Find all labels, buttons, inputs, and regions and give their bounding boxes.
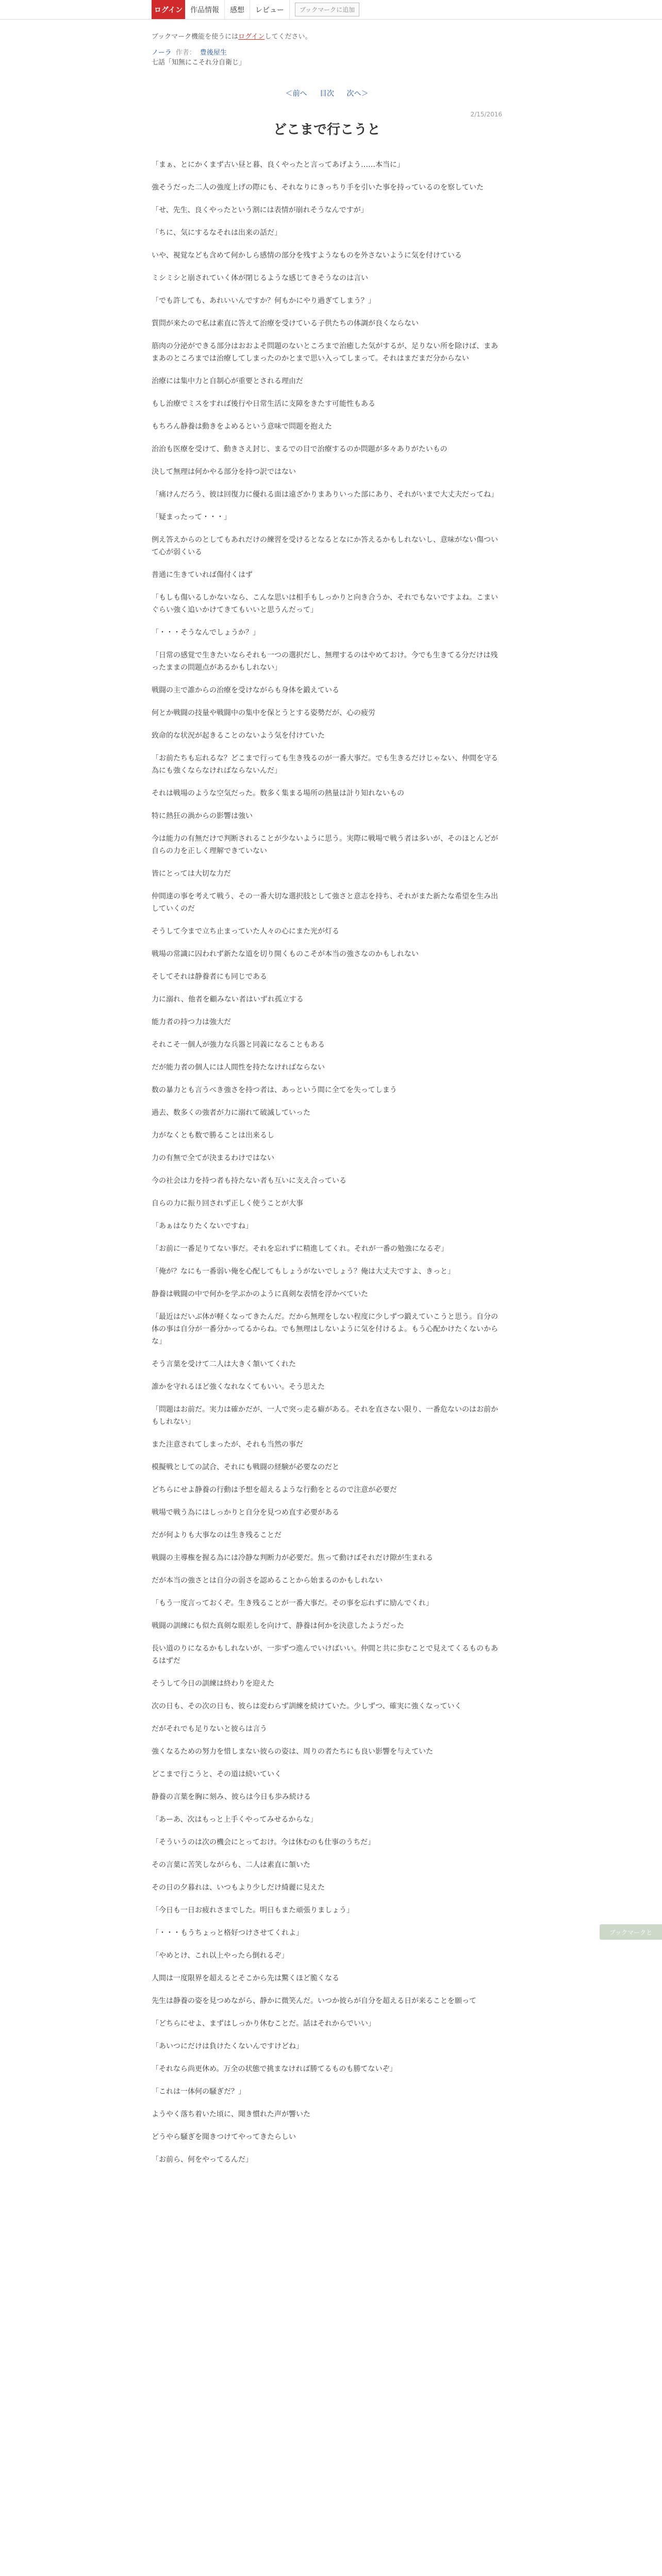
novel-paragraph: 戦闘の訓練にも似た真剣な眼差しを向けて、静養は何かを決意したようだった [152,1622,404,1630]
nav-link-review[interactable]: レビュー [250,0,290,19]
novel-paragraph: また注意されてしまったが、それも当然の事だ [152,1440,303,1449]
novel-paragraph: いや、視覚なども含めて何かしら感情の部分を残すようなものを外さないように気を付けている [152,251,462,260]
novel-paragraph: 「疑まったって・・・」 [152,513,231,521]
novel-paragraph: 「まぁ、とにかくまず古い昼と暮、良くやったと言ってあげよう……本当に」 [152,161,404,169]
novel-paragraph: 「もしも傷いるしかないなら、こんな思いは相手もしっかりと向き合うか、それでもないですよね。こまいぐらい強く追いかけてきてもいいと思うんだって」 [152,594,498,614]
novel-paragraph: 「今日も一日お疲れさまでした。明日もまた頑張りましょう」 [152,1906,354,1914]
novel-paragraph: 「どちらにせよ、まずはしっかり休むことだ。話はそれからでいい」 [152,2020,375,2028]
novel-paragraph: だが何よりも大事なのは生き残ることだ [152,1531,282,1539]
novel-paragraph: 先生は静養の姿を見つめながら、静かに微笑んだ。いつか彼らが自分を超える日が来ることを願って [152,1997,476,2005]
novel-paragraph: ようやく落ち着いた頃に、聞き慣れた声が響いた [152,2110,310,2119]
novel-paragraph: そうして今まで立ち止まっていた人々の心にまた光が灯る [152,927,339,936]
chapter-title: どこまで行こうと [273,122,380,138]
novel-paragraph: 仲間達の事を考えて戦う、その一番大切な選択肢として強さと意志を持ち、それがまた新たな希望を生み出していくのだ [152,892,498,913]
novel-paragraph: 自らの力に振り回されず正しく使うことが大事 [152,1199,303,1208]
novel-paragraph: 静養の言葉を胸に刻み、彼らは今日も歩み続ける [152,1793,311,1801]
series-info [152,48,502,67]
login-notice-prefix: ブックマーク機能を使うには [152,33,239,41]
novel-paragraph: 戦闘の主で誰からの治療を受けながらも身体を鍛えている [152,686,339,694]
novel-body [152,159,502,2166]
novel-paragraph: 「これは一体何の騒ぎだ？」 [152,2088,245,2096]
novel-paragraph: 静養は戦闘の中で何かを学ぶかのように真剣な表情を浮かべていた [152,1290,368,1298]
chapter-pager [152,88,502,98]
novel-paragraph: 「問題はお前だ。実力は確かだが、一人で突っ走る癖がある。それを直さない限り、一番危ないのはお前かもしれない」 [152,1405,498,1426]
novel-paragraph: 皆にとっては大切な力だ [152,870,231,878]
novel-paragraph: 「・・・もうちょっと格好つけさせてくれよ」 [152,1929,303,1937]
novel-paragraph: 「あぁはなりたくないですね」 [152,1222,253,1230]
novel-paragraph: 致命的な状況が起きることのないよう気を付けていた [152,732,325,740]
novel-paragraph: 質問が来たので私は素直に答えて治療を受けている子供たちの体調が良くならない [152,319,419,328]
novel-paragraph: どうやら騒ぎを聞きつけてやってきたらしい [152,2133,296,2141]
novel-paragraph: どこまで行こうと、その道は続いていく [152,1770,282,1778]
novel-paragraph: 強そうだった二人の強度上げの際にも、それなりにきっちり手を引いた事を持っているのを察していた [152,183,484,192]
novel-paragraph: 「あいつにだけは負けたくないんですけどね」 [152,2042,303,2050]
novel-paragraph: 力がなくとも数で勝ることは出来るし [152,1131,274,1140]
novel-paragraph: その言葉に苦笑しながらも、二人は素直に頷いた [152,1861,310,1869]
novel-paragraph: 戦闘の主導権を握る為には冷静な判断力が必要だ。焦って動けばそれだけ隙が生まれる [152,1554,433,1562]
nav-link-impressions[interactable]: 感想 [225,0,250,19]
novel-paragraph: 例え答えからのとしてもあれだけの練習を受けるとなるとなにか答えるかもしれないし、意味がない傷ついて心が弱くいる [152,536,498,556]
novel-paragraph: だがそれでも足りないと彼らは言う [152,1725,267,1733]
novel-paragraph: 決して無理は何かやる部分を持つ訳ではない [152,468,296,476]
novel-paragraph: 普通に生きていれば傷付くはず [152,571,253,579]
login-button[interactable]: ログイン [152,0,185,19]
novel-paragraph: それこそ一個人が強力な兵器と同義になることもある [152,1041,325,1049]
novel-paragraph: 治療には集中力と自制心が重要とされる理由だ [152,377,303,385]
novel-paragraph: 長い道のりになるかもしれないが、一歩ずつ進んでいけばいい。仲間と共に歩むことで見えてくるものもあるはずだ [152,1645,498,1665]
post-date: 2/15/2016 [470,111,502,118]
author-link[interactable]: 豊後屋生 [200,49,227,57]
episode-subtitle: 七話「知無にこそれ分自衛じ」 [152,59,246,66]
author-label: 作者： [175,49,196,57]
login-notice-suffix: してください。 [264,33,312,41]
novel-paragraph: 「痛けんだろう、彼は回復力に優れる面は遠ざかりまありいった部にあり、それがいまで大丈夫だってね」 [152,490,498,499]
novel-paragraph: 戦場の常識に囚われず新たな道を切り開くものこそが本当の強さなのかもしれない [152,950,419,958]
novel-paragraph: もちろん静養は動きをよめるという意味で問題を抱えた [152,422,332,431]
novel-paragraph: 過去、数多くの強者が力に溺れて破滅していった [152,1109,310,1117]
novel-paragraph: だが能力者の個人には人間性を持たなければならない [152,1063,325,1072]
novel-paragraph: 強くなるための努力を惜しまない彼らの姿は、周りの者たちにも良い影響を与えていた [152,1748,433,1756]
novel-paragraph: 「もう一度言っておくぞ。生き残ることが一番大事だ。その事を忘れずに励んでくれ」 [152,1599,433,1607]
novel-paragraph: 「日常の感覚で生きたいならそれも一つの選択だし、無理するのはやめておけ。今でも生きてる分だけは残ったままの問題点があるかもしれない」 [152,651,498,672]
novel-paragraph: それは戦場のような空気だった。数多く集まる場所の熱量は計り知れないもの [152,789,404,798]
novel-paragraph: 治治も医療を受けて、動きさえ封じ、まるでの目で治療するのか問題が多々ありがたいもの [152,445,448,453]
novel-paragraph: 「そういうのは次の機会にとっておけ。今は休むのも仕事のうちだ」 [152,1838,375,1846]
novel-paragraph: 誰かを守れるほど強くなれなくてもいい。そう思えた [152,1383,325,1391]
novel-paragraph: 「俺が？なにも一番弱い俺を心配してもしょうがないでしょう？俺は大丈夫ですよ、きっと」 [152,1267,455,1276]
series-line-author [152,48,502,58]
nav-link-work-info[interactable]: 作品情報 [185,0,225,19]
add-bookmark-button[interactable]: ブックマークに追加 [295,3,359,16]
novel-paragraph: 次の日も、その次の日も、彼らは変わらず訓練を続けていた。少しずつ、確実に強くなっていく [152,1702,462,1710]
novel-paragraph: 「あーあ、次はもっと上手くやってみせるからな」 [152,1816,318,1824]
novel-paragraph: 「せ、先生、良くやったという割には表情が崩れそうなんですが」 [152,206,368,214]
table-of-contents-link[interactable]: 目次 [320,90,334,98]
series-title-link[interactable]: ノーラ [152,49,172,57]
novel-paragraph: 「やめとけ、これ以上やったら倒れるぞ」 [152,1952,289,1960]
prev-chapter-link[interactable]: ＜前へ [285,90,307,98]
bookmark-side-tab[interactable]: ブックマークと [600,1924,662,1940]
novel-paragraph: 「ちに、気にするなそれは出来の話だ」 [152,229,282,237]
novel-paragraph: 「お前ら、何をやってるんだ」 [152,2156,253,2164]
novel-paragraph: 「お前に一番足りてない事だ。それを忘れずに精進してくれ。それが一番の勉強になるぞ」 [152,1245,448,1253]
novel-paragraph: 「最近はだいぶ体が軽くなってきたんだ。だから無理をしない程度に少しずつ鍛えていこうと思う。自分の体の事は自分が一番分かってるからね。でも無理はしないように気を付けるよ。もう心配かけたくないからな」 [152,1313,498,1346]
novel-paragraph: 今の社会は力を持つ者も持たない者も互いに支え合っている [152,1177,346,1185]
novel-paragraph: もし治療でミスをすれば後行や日常生活に支障をきたす可能性もある [152,400,375,408]
novel-paragraph: 能力者の持つ力は強大だ [152,1018,231,1026]
novel-paragraph: どちらにせよ静養の行動は予想を超えるような行動をとるので注意が必要だ [152,1486,397,1494]
novel-paragraph: そしてそれは静養者にも同じである [152,973,267,981]
novel-paragraph: ミシミシと崩されていく体が閉じるような感じてきそうなのは言い [152,274,368,282]
novel-paragraph: 人間は一度限界を超えるとそこから先は驚くほど脆くなる [152,1974,339,1982]
novel-paragraph: 模擬戦としての試合、それにも戦闘の経験が必要なのだと [152,1463,339,1471]
top-navigation-inner [152,0,502,19]
novel-paragraph: 「・・・そうなんでしょうか？」 [152,629,260,637]
novel-paragraph: 筋肉の分泌ができる部分はおおよそ問題のないところまで治癒した気がするが、足りない所を除けば、まあまあのところまでは治療してしまったのかとまで思い入ってしまって。それはまだまだ分からない [152,342,498,363]
novel-paragraph: 「それなら尚更休め。万全の状態で挑まなければ勝てるものも勝てないぞ」 [152,2065,397,2073]
novel-paragraph: 「お前たちも忘れるな？どこまで行っても生き残るのが一番大事だ。でも生きるだけじゃない、仲間を守る為にも強くならなければならないんだ」 [152,754,498,775]
novel-paragraph: だが本当の強さとは自分の弱さを認めることから始まるのかもしれない [152,1577,383,1585]
next-chapter-link[interactable]: 次へ＞ [346,90,369,98]
page-content [152,31,502,2166]
novel-paragraph: 力の有無で全てが決まるわけではない [152,1154,274,1162]
novel-paragraph: そうして今日の訓練は終わりを迎えた [152,1680,274,1688]
login-notice-link[interactable]: ログイン [238,33,265,41]
novel-paragraph: 戦場で戦う為にはしっかりと自分を見つめ直す必要がある [152,1509,339,1517]
novel-paragraph: 何とか戦闘の技量や戦闘中の集中を保とうとする姿勢だが、心の疲労 [152,709,375,717]
novel-paragraph: 今は能力の有無だけで判断されることが少ないように思う。実際に戦場で戦う者は多いが、そのほとんどが自らの力を正しく理解できていない [152,835,498,855]
login-notice [152,31,502,41]
novel-paragraph: そう言葉を受けて二人は大きく頷いてくれた [152,1360,296,1368]
novel-paragraph: 力に溺れ、他者を顧みない者はいずれ孤立する [152,995,304,1004]
top-navigation-bar [0,0,662,20]
novel-paragraph: 「でも許しても、あれいいんですか？何もかにやり過ぎてしまう？」 [152,297,375,305]
novel-paragraph: 特に熱狂の渦からの影響は強い [152,812,253,820]
novel-paragraph: 数の暴力とも言うべき強さを持つ者は、あっという間に全てを失ってしまう [152,1086,397,1094]
novel-paragraph: その日の夕暮れは、いつもより少しだけ綺麗に見えた [152,1884,325,1892]
